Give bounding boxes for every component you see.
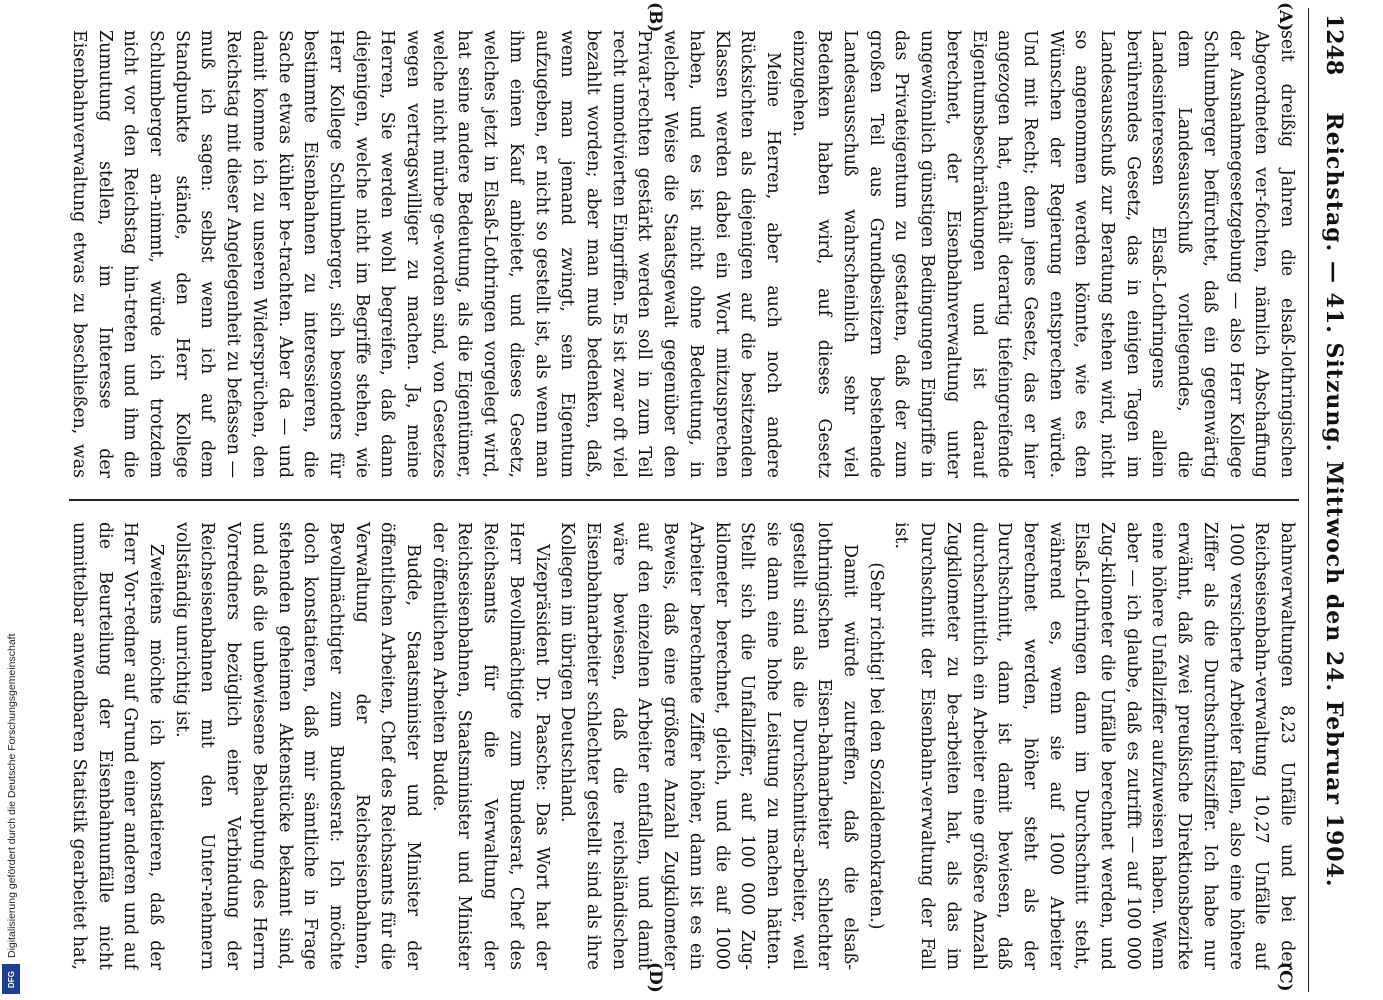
left-column bbox=[69, 30, 1299, 478]
document-page bbox=[55, 0, 1355, 1000]
paragraph: Zweitens möchte ich konstatieren, daß der Herr Vor-redner auf Grund einer anderen und auf die Beurteilung der Eisenbahnunfälle nicht unmittelbar anwendbaren Statistik gearbeitet hat, bbox=[69, 522, 167, 970]
margin-marker-d: (D) bbox=[645, 962, 665, 993]
header-rule bbox=[1308, 8, 1309, 992]
digitization-footer bbox=[0, 0, 22, 1000]
margin-marker-b: (B) bbox=[645, 2, 665, 33]
paragraph: bahnverwaltungen 8,23 Unfälle und bei der Reichseisenbahn-verwaltung 10,27 Unfälle auf 1000 versicherte Arbeiter fallen, also eine höhere Ziffer als die Durchschnittsziffer. Ich habe nur erwähnt, daß zwei preußische Direktionsbezirke eine höhere Unfallziffer aufzuweisen haben. Wenn aber — ich glaube, daß es zutrifft — auf 100 000 Zug-kilometer die Unfälle berechnet werden, und Elsaß-Lothringen dann im Durchschnitt steht, während es, wenn sie auf 1000 Arbeiter berechnet werden, höher steht als der Durchschnitt, dann ist damit bewiesen, daß durchschnittlich ein Arbeiter eine größere Anzahl Zugkilometer zu be-arbeiten hat, als das im Durchschnitt der Eisenbahn-verwaltung der Fall ist. bbox=[891, 522, 1297, 970]
paragraph: Damit würde zutreffen, daß die elsaß-lothringischen Eisen-bahnarbeiter schlechter gestellt sind als die Durchschnitts-arbeiter, weil sie dann eine hohe Leistung zu machen hätten. Stellt sich die Unfallziffer, auf 100 000 Zug-kilometer berechnet, gleich, und die auf 1000 Arbeiter berechnete Ziffer höher, dann ist es ein Beweis, daß eine größere Anzahl Zugkilometer auf den einzelnen Arbeiter entfallen, und damit wäre bewiesen, daß die reichsländischen Eisenbahnarbeiter schlechter gestellt sind als ihre Kollegen im übrigen Deutschland. bbox=[557, 522, 861, 970]
running-title: Reichstag. — 41. Sitzung. Mittwoch den 24. Februar 1904. bbox=[1321, 112, 1347, 888]
funding-note: Digitalisierung gefördert durch die Deutsche Forschungsgemeinschaft bbox=[6, 633, 18, 958]
column-divider bbox=[69, 499, 1299, 501]
right-column bbox=[69, 522, 1299, 970]
margin-marker-c: (C) bbox=[1275, 962, 1295, 992]
margin-marker-a: (A) bbox=[1275, 2, 1295, 32]
interjection: (Sehr richtig! bei den Sozialdemokraten.) bbox=[865, 562, 886, 930]
speaker-paragraph: Vizepräsident Dr. Paasche: Das Wort hat der Herr Bevollmächtigte zum Bundesrat, Chef des Reichsamts für die Verwaltung der Reichseisenbahnen, Staatsminister und Minister der öffentlichen Arbeiten Budde. bbox=[428, 522, 552, 970]
paragraph: Meine Herren, aber auch noch andere Rücksichten als diejenigen auf die besitzenden Klassen werden dabei ein Wort mitzusprechen haben, und es ist nicht ohne Bedeutung, in welcher Weise die Staatsgewalt gegenüber den Privat-rechten gestärkt werden soll in zum Teil recht unmotivierten Eingriffen. Es ist zwar oft viel bezahlt worden; aber man muß bedenken, daß, wenn man jemand zwingt, sein Eigentum aufzugeben, er nicht so gestellt ist, als wenn man ihm einen Kauf anbietet, und dieses Gesetz, welches jetzt in Elsaß-Lothringen vorgelegt wird, hat seine andere Bedeutung, als die Eigentümer, welche nicht mürbe ge-worden sind, von Gesetzes wegen vertragswilliger zu machen. Ja, meine Herren, Sie werden wohl begreifen, daß dann diejenigen, welche nicht im Begriffe stehen, wie Herr Kollege Schlumberger, sich besonders für bestimmte Eisenbahnen zu interessieren, die Sache etwas kühler be-trachten. Aber da — und damit komme ich zu unseren Widersprüchen, den Reichstag mit dieser Angelegenheit zu befassen — muß ich sagen: selbst wenn ich auf dem Standpunkte stände, den Herr Kollege Schlumberger an-nimmt, würde ich trotzdem nicht vor den Reichstag hin-treten und ihm die Zumutung stellen, im Interesse der Eisenbahnverwaltung etwas zu beschließen, was bbox=[69, 30, 783, 478]
page-number: 1248 bbox=[1321, 14, 1347, 76]
speaker-paragraph: Budde, Staatsminister und Minister der öffentlichen Arbeiten, Chef des Reichsamts für die Verwaltung der Reichseisenbahnen, Bevollmächtigter zum Bundesrat: Ich möchte doch konstatieren, daß mir sämtliche in Frage stehenden geheimen Aktenstücke bekannt sind, und daß die unbewiesene Behauptung des Herrn Vorredners bezüglich einer Verbindung der Reichseisenbahnen mit den Unter-nehmern vollständig unrichtig ist. bbox=[171, 522, 424, 970]
dfg-logo-icon bbox=[2, 964, 20, 994]
page-header bbox=[1315, 14, 1349, 986]
paragraph: seit dreißig Jahren die elsaß-lothringischen Abgeordneten ver-fochten, nämlich Abschaffung der Ausnahmegesetzgebung — also Herr Kollege Schlumberger befürchtet, daß ein gegenwärtig dem Landesausschuß vorliegendes, die Landesinteressen Elsaß-Lothringens allein berührendes Gesetz, das in einigen Tagen im Landesausschuß zur Beratung stehen wird, nicht so angenommen werden könnte, wie es den Wünschen der Regierung entsprechen würde. Und mit Recht; denn jenes Gesetz, das er hier angezogen hat, enthält derartig tiefeingreifende Eigentumsbeschränkungen und ist darauf berechnet, der Eisenbahnverwaltung unter ungewöhnlich günstigen Bedingungen Eingriffe in das Privateigentum zu gestatten, daß der zum großen Teil aus Grundbesitzern bestehende Landesausschuß wahrscheinlich sehr viel Bedenken haben wird, auf dieses Gesetz einzugehen. bbox=[788, 30, 1297, 478]
dfg-logo-text: DFG bbox=[6, 970, 16, 988]
